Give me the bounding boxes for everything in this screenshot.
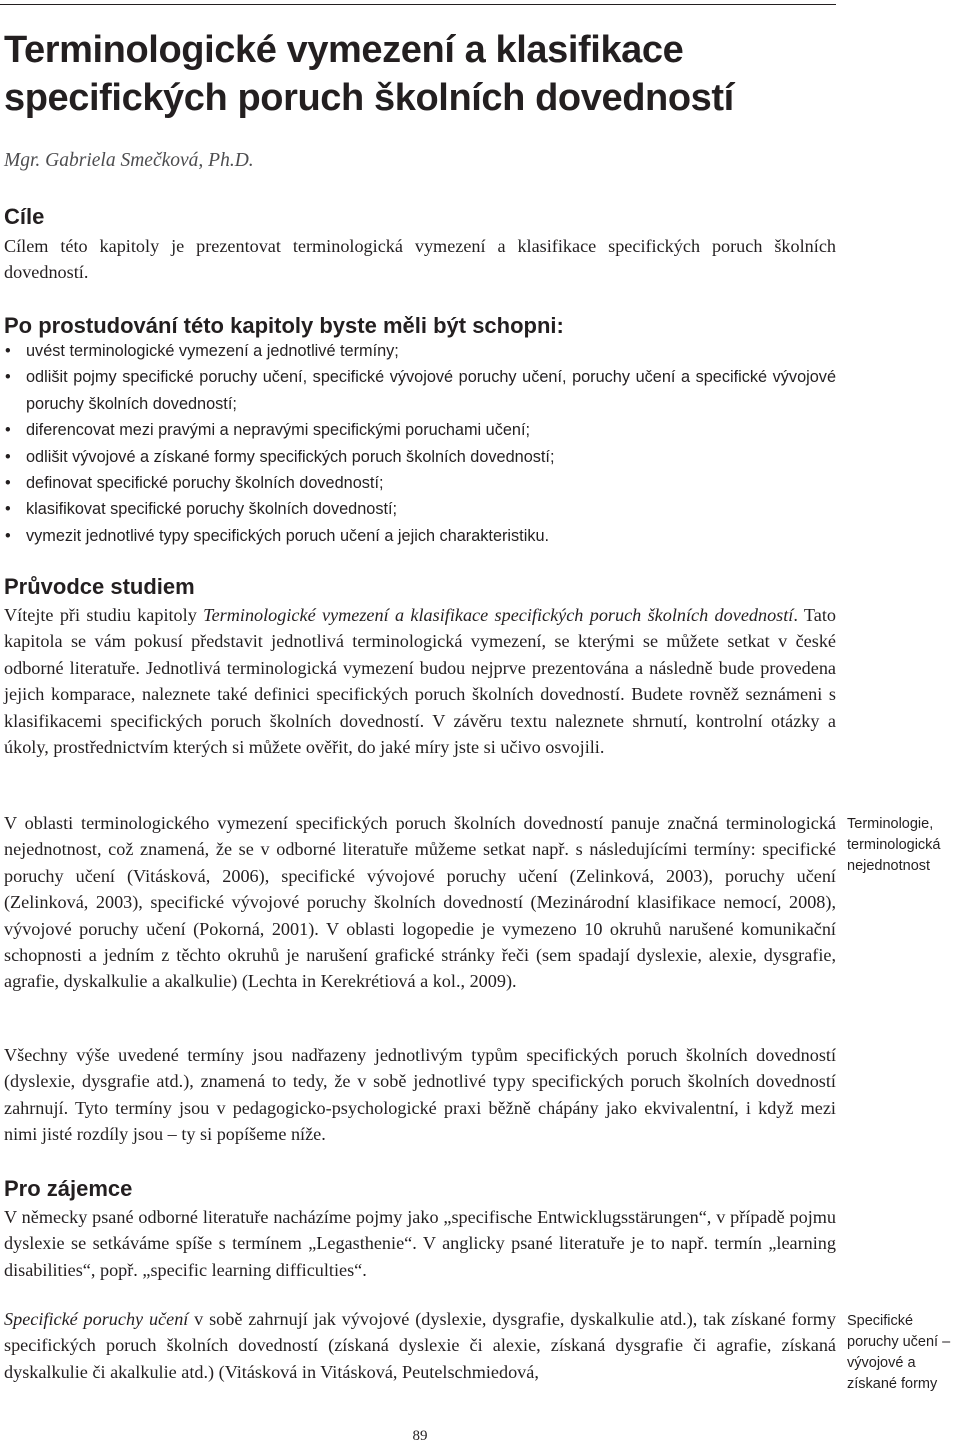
outcomes-list bbox=[4, 338, 836, 549]
study-guide-rest: . Tato kapitola se vám pokusí představit jednotlivá terminologická vymezení, se kterými se můžete setkat v české odborné literatuře. Jednotlivá terminologická vymezení budou nejprve prezentována a následně bude provedena jejich komparace, naleznete také definici specifických poruch školních dovedností. Budete rovněž seznámeni s klasifikacemi specifických poruch školních dovedností. V závěru textu naleznete shrnutí, kontrolní otázky a úkoly, prostřednictvím kterých si můžete ověřit, do jaké míry jste si učivo osvojili. bbox=[4, 605, 836, 758]
header-rule bbox=[0, 4, 836, 5]
paragraph-specific-disorders bbox=[4, 1306, 836, 1385]
margin-note-specific-disorders: Specifické poruchy učení – vývojové a získané formy bbox=[847, 1313, 951, 1392]
outcome-item: • klasifikovat specifické poruchy školních dovedností; bbox=[4, 496, 836, 522]
chapter-title bbox=[4, 26, 734, 122]
study-guide-heading: Průvodce studiem bbox=[4, 574, 195, 599]
interest-heading: Pro zájemce bbox=[4, 1176, 133, 1201]
interest-text: V německy psané odborné literatuře nacházíme pojmy jako „specifische Entwicklugsstärungen“, v případě pojmu dyslexie se setkáváme spíše s termínem „Legasthenie“. V anglicky psané literatuře je to např. termín „learning disabilities“, popř. „specific learning difficulties“. bbox=[4, 1207, 836, 1280]
outcome-item: • uvést terminologické vymezení a jednotlivé termíny; bbox=[4, 338, 836, 364]
page-number: 89 bbox=[412, 1428, 428, 1444]
author-name: Mgr. Gabriela Smečková, Ph.D. bbox=[4, 150, 254, 171]
study-guide-lead: Vítejte při studiu kapitoly bbox=[4, 605, 204, 625]
specific-disorders-text: v sobě zahrnují jak vývojové (dyslexie, dysgrafie, dyskalkulie atd.), tak získané formy specifických poruch školních dovedností (získaná dyslexie či alexie, získaná dysgrafie či agrafie, získaná dyskalkulie či akalkulie atd.) (Vitásková in Vitásková, Peutelschmiedová, bbox=[4, 1309, 836, 1382]
study-guide-text bbox=[4, 602, 836, 760]
outcome-item: • odlišit pojmy specifické poruchy učení, specifické vývojové poruchy učení, poruchy učení a specifické vývojové poruchy školních dovedností; bbox=[4, 364, 836, 417]
paragraph-terminology: V oblasti terminologického vymezení specifických poruch školních dovedností panuje značná terminologická nejednotnost, což znamená, že se v odborné literatuře můžeme setkat např. s následujícími termíny: specifické poruchy učení (Vitásková, 2006), specifické vývojové poruchy učení (Zelinková, 2003), poruchy učení (Zelinková, 2003), specifické vývojové poruchy školních dovedností (Mezinárodní klasifikace nemocí, 2008), vývojové poruchy učení (Pokorná, 2001). V oblasti logopedie je vymezeno 10 okruhů narušené komunikační schopnosti a jedním z těchto okruhů je narušení grafické stránky řeči (sem spadají dyslexie, alexie, dysgrafie, agrafie, dyskalkulie a akalkulie) (Lechta in Kerekrétiová a kol., 2009). bbox=[4, 813, 836, 992]
outcome-item: • odlišit vývojové a získané formy specifických poruch školních dovedností; bbox=[4, 444, 836, 470]
goals-heading: Cíle bbox=[4, 204, 45, 229]
paragraph-umbrella-terms: Všechny výše uvedené termíny jsou nadřazeny jednotlivým typům specifických poruch školních dovedností (dyslexie, dysgrafie atd.), znamená to tedy, že v sobě jednotlivé typy specifických poruch školních dovedností zahrnují. Tyto termíny jsou v pedagogicko-psychologické praxi běžně chápány jako ekvivalentní, i když mezi nimi jisté rozdíly jsou – ty si popíšeme níže. bbox=[4, 1045, 836, 1145]
chapter-title-line-1: Terminologické vymezení a klasifikace bbox=[4, 29, 684, 71]
study-guide-chapter-title: Terminologické vymezení a klasifikace specifických poruch školních dovedností bbox=[203, 605, 794, 625]
chapter-title-line-2: specifických poruch školních dovedností bbox=[4, 77, 734, 119]
outcome-item: • definovat specifické poruchy školních dovedností; bbox=[4, 470, 836, 496]
outcomes-heading: Po prostudování této kapitoly byste měli být schopni: bbox=[4, 313, 564, 338]
outcome-item: • diferencovat mezi pravými a nepravými specifickými poruchami učení; bbox=[4, 417, 836, 443]
margin-note-terminology: Terminologie, terminologická nejednotnost bbox=[847, 816, 941, 874]
goals-text: Cílem této kapitoly je prezentovat terminologická vymezení a klasifikace specifických poruch školních dovedností. bbox=[4, 236, 836, 283]
specific-disorders-term: Specifické poruchy učení bbox=[4, 1309, 189, 1329]
outcome-item: • vymezit jednotlivé typy specifických poruch učení a jejich charakteristiku. bbox=[4, 523, 836, 549]
